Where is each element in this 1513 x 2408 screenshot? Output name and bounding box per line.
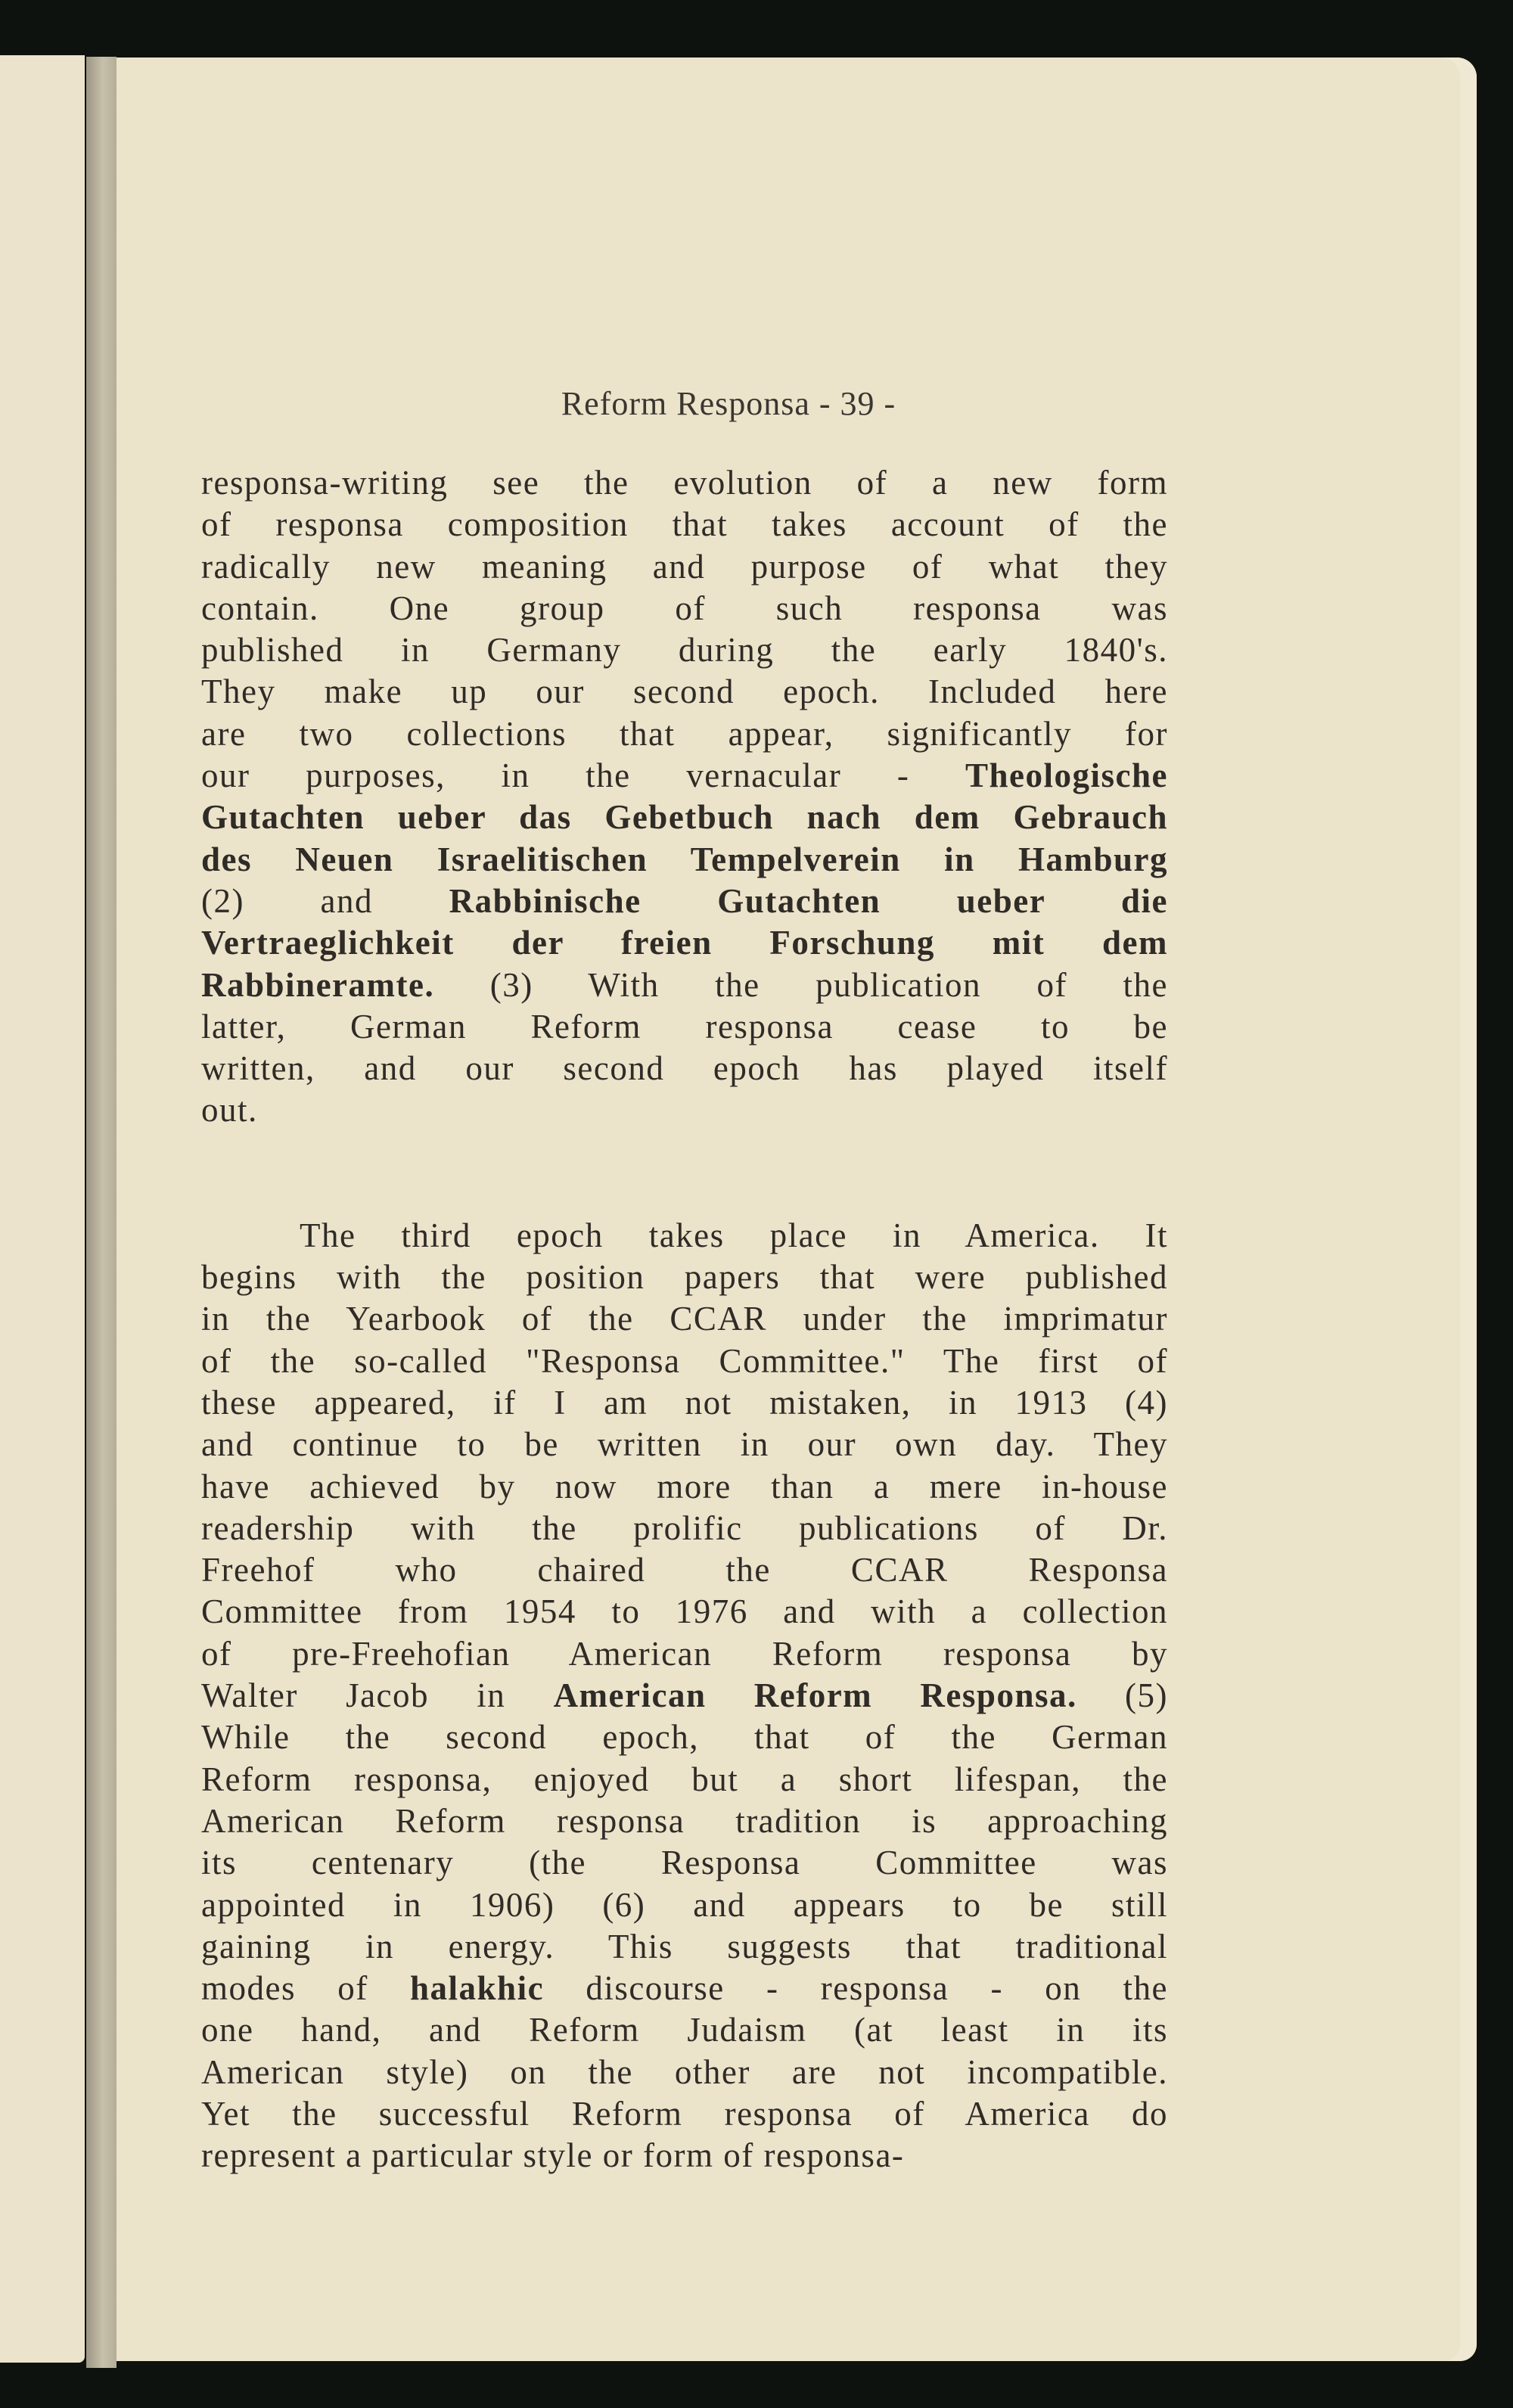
text-line — [201, 1341, 1168, 1382]
facing-page-edge — [0, 55, 85, 2363]
running-head: Reform Responsa - 39 - — [561, 385, 896, 422]
text-run: are two collections that appear, significantly for — [201, 714, 1168, 753]
text-run: While the second epoch, that of the German — [201, 1718, 1168, 1757]
bold-title: des Neuen Israelitischen Tempelverein in Hamburg — [201, 840, 1168, 878]
text-line — [201, 1968, 1168, 2009]
bold-title: Rabbineramte. — [201, 965, 435, 1004]
text-line — [201, 1508, 1168, 1549]
paragraph — [201, 1215, 1168, 2177]
text-run: have achieved by now more than a mere in-house — [201, 1467, 1168, 1505]
text-run: contain. One group of such responsa was — [201, 589, 1168, 627]
text-run: discourse - responsa - on the — [544, 1969, 1168, 2008]
text-run: begins with the position papers that were published — [201, 1258, 1168, 1297]
text-run: these appeared, if I am not mistaken, in 1913 (4) — [201, 1383, 1168, 1421]
paragraph — [201, 462, 1168, 1132]
text-line — [201, 1884, 1168, 1926]
text-line — [201, 1801, 1168, 1842]
text-run: one hand, and Reform Judaism (at least in its — [201, 2011, 1168, 2049]
text-run: and continue to be written in our own day. They — [201, 1425, 1168, 1464]
text-run: latter, German Reform responsa cease to be — [201, 1007, 1168, 1046]
text-line — [201, 1591, 1168, 1633]
text-run: modes of — [201, 1969, 410, 2008]
text-line — [201, 588, 1168, 629]
text-line — [201, 1842, 1168, 1884]
bold-title: Gutachten ueber das Gebetbuch nach dem Gebrauch — [201, 798, 1168, 837]
text-line — [201, 1759, 1168, 1801]
text-line — [201, 1382, 1168, 1424]
text-run: our purposes, in the vernacular - — [201, 757, 965, 795]
bold-title: American Reform Responsa. — [553, 1676, 1077, 1715]
text-line — [201, 2009, 1168, 2051]
text-run: American Reform responsa tradition is approaching — [201, 1801, 1168, 1840]
text-line — [201, 881, 1168, 922]
book-page — [117, 57, 1477, 2361]
bold-title: Vertraeglichkeit der freien Forschung mit dem — [201, 924, 1168, 962]
text-run: responsa-writing see the evolution of a new form — [201, 464, 1168, 502]
text-line — [201, 1717, 1168, 1758]
text-run: American style) on the other are not incompatible. — [201, 2052, 1168, 2091]
text-run: in the Yearbook of the CCAR under the imprimatur — [201, 1300, 1168, 1338]
text-line — [201, 755, 1168, 797]
book-gutter — [86, 57, 117, 2368]
text-line — [201, 546, 1168, 588]
text-run: written, and our second epoch has played itself — [201, 1049, 1168, 1088]
text-line — [201, 1215, 1168, 1257]
text-line — [201, 1006, 1168, 1048]
text-run: readership with the prolific publications of Dr. — [201, 1508, 1168, 1547]
text-line — [201, 504, 1168, 545]
text-run: appointed in 1906) (6) and appears to be still — [201, 1885, 1168, 1924]
text-line — [201, 671, 1168, 713]
text-run: The third epoch takes place in America. It — [300, 1216, 1168, 1254]
text-line — [201, 1633, 1168, 1675]
text-run: radically new meaning and purpose of what they — [201, 547, 1168, 586]
text-line — [201, 2135, 1168, 2177]
text-line — [201, 797, 1168, 838]
text-run: of responsa composition that takes account of the — [201, 505, 1168, 544]
text-run: They make up our second epoch. Included here — [201, 673, 1168, 711]
bold-title: Theologische — [965, 757, 1168, 795]
text-line — [201, 1549, 1168, 1591]
text-line — [201, 2052, 1168, 2093]
text-run: Walter Jacob in — [201, 1676, 554, 1715]
text-run: its centenary (the Responsa Committee was — [201, 1844, 1168, 1882]
text-run: (2) and — [201, 881, 449, 920]
text-line — [201, 462, 1168, 504]
text-line — [201, 1466, 1168, 1508]
text-run: Yet the successful Reform responsa of America do — [201, 2094, 1168, 2133]
text-line — [201, 1298, 1168, 1340]
text-line — [201, 1048, 1168, 1089]
text-run: Freehof who chaired the CCAR Responsa — [201, 1551, 1168, 1589]
text-run: of pre-Freehofian American Reform responsa by — [201, 1634, 1168, 1673]
text-line — [201, 1089, 1168, 1131]
text-run: represent a particular style or form of responsa- — [201, 2136, 905, 2175]
text-run: out. — [201, 1091, 258, 1129]
paragraph-gap — [201, 1132, 1168, 1215]
text-line — [201, 629, 1168, 671]
text-run: (5) — [1076, 1676, 1168, 1715]
text-run: gaining in energy. This suggests that traditional — [201, 1927, 1168, 1965]
text-run: published in Germany during the early 1840's. — [201, 631, 1168, 670]
text-line — [201, 965, 1168, 1006]
text-line — [201, 1926, 1168, 1968]
text-line — [201, 1424, 1168, 1465]
text-line — [201, 839, 1168, 881]
body-text — [201, 462, 1168, 2177]
text-run: of the so-called "Responsa Committee." The first of — [201, 1341, 1168, 1380]
text-line — [201, 2093, 1168, 2135]
bold-title: Rabbinische Gutachten ueber die — [449, 881, 1168, 920]
bold-title: halakhic — [410, 1969, 545, 2008]
text-run: Reform responsa, enjoyed but a short lifespan, the — [201, 1760, 1168, 1798]
text-run: Committee from 1954 to 1976 and with a collection — [201, 1592, 1168, 1631]
text-line — [201, 713, 1168, 755]
text-line — [201, 1675, 1168, 1717]
text-line — [201, 922, 1168, 964]
text-run: (3) With the publication of the — [434, 965, 1168, 1004]
text-line — [201, 1257, 1168, 1298]
